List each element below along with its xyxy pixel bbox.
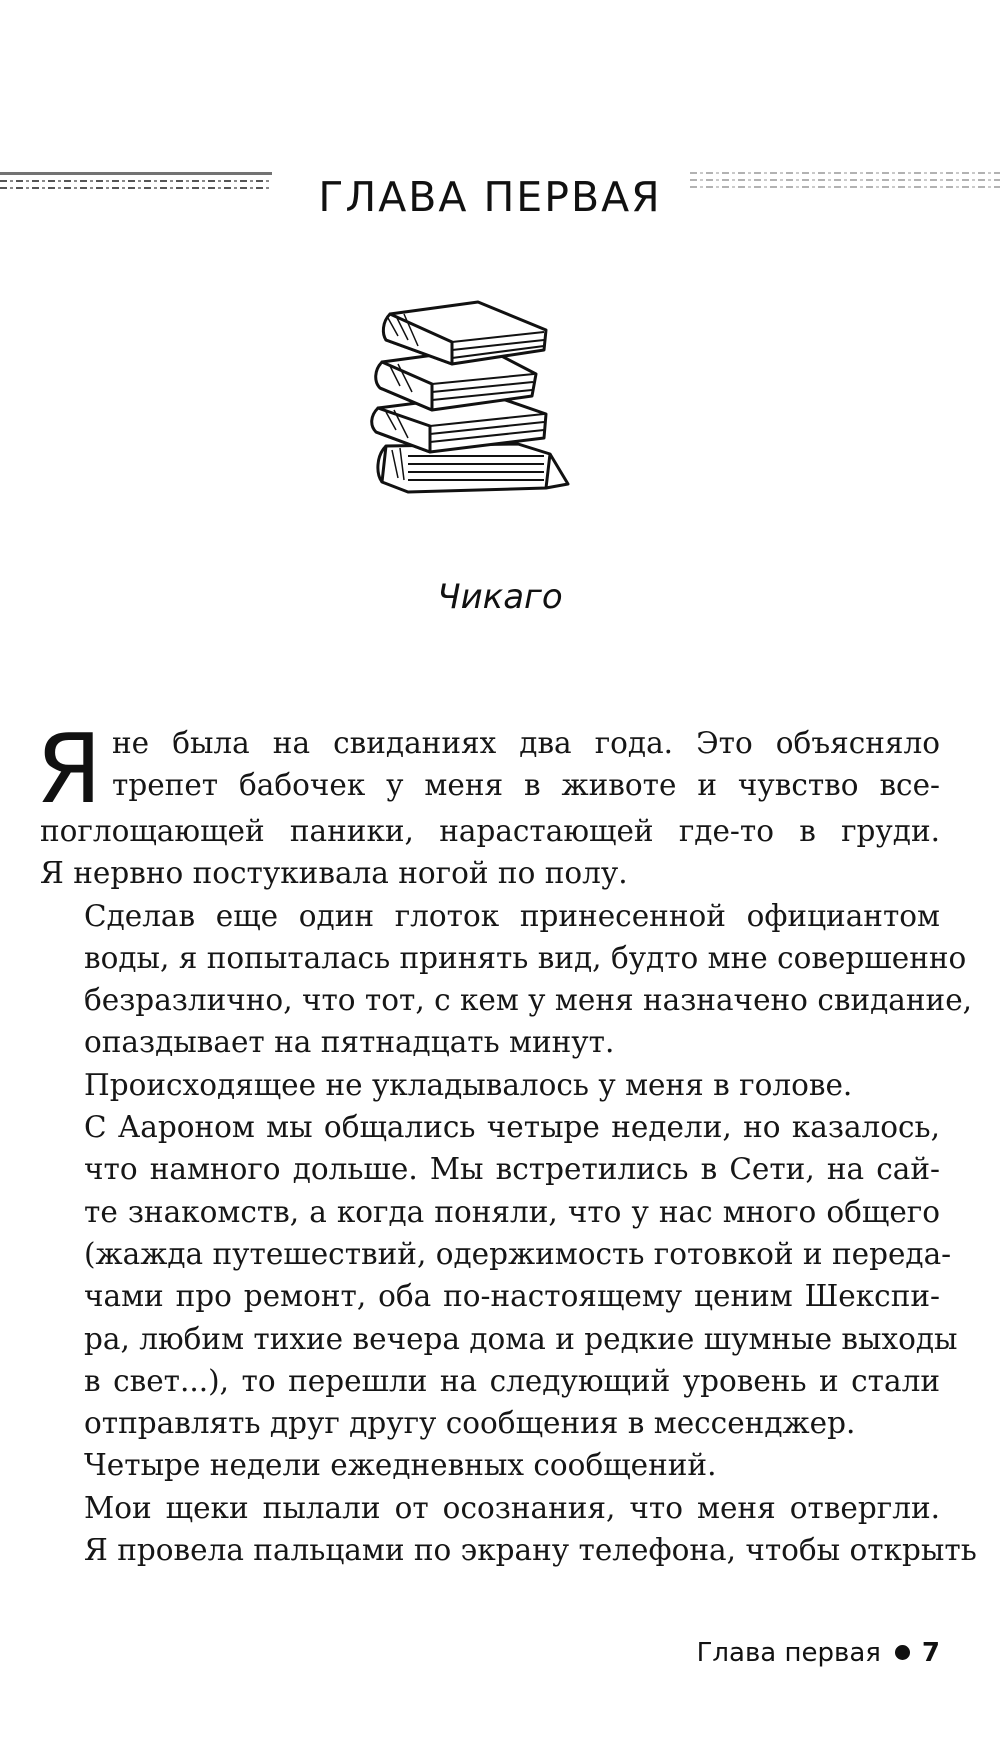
text-line: воды, я попыталась принять вид, будто мне совершенно [84, 940, 967, 975]
paragraph [40, 1106, 958, 1444]
chapter-body [36, 715, 977, 1571]
text-line: Происходящее не укладывалось у меня в голове. [84, 1067, 853, 1102]
bullet-icon [895, 1645, 910, 1660]
text-line: Сделав еще один глоток принесенной официантом [84, 898, 940, 933]
text-line: Мои щеки пылали от осознания, что меня отвергли. [84, 1490, 940, 1525]
text-line: Я провела пальцами по экрану телефона, чтобы открыть [84, 1533, 977, 1568]
page-number: 7 [921, 1638, 940, 1668]
text-line: трепет бабочек у меня в животе и чувство все- [112, 768, 940, 803]
text-line: безразлично, что тот, с кем у меня назначено свидание, [84, 983, 973, 1018]
paragraph [40, 1487, 977, 1572]
header-rule-right [690, 172, 1000, 198]
text-line: отправлять друг другу сообщения в мессенджер. [84, 1406, 856, 1441]
text-line: С Аароном мы общались четыре недели, но казалось, [84, 1110, 940, 1145]
running-title: Глава первая [696, 1638, 881, 1668]
text-line: те знакомств, а когда поняли, что у нас много общего [84, 1194, 940, 1229]
paragraph [40, 1064, 940, 1106]
text-line: (жажда путешествий, одержимость готовкой и переда- [84, 1236, 952, 1271]
text-line: что намного дольше. Мы встретились в Сети, на сай- [84, 1152, 940, 1187]
text-line: ра, любим тихие вечера дома и редкие шумные выходы [84, 1321, 958, 1356]
text-line: Четыре недели ежедневных сообщений. [84, 1448, 717, 1483]
chapter-header [0, 172, 1000, 232]
chapter-title: ГЛАВА ПЕРВАЯ [318, 173, 662, 221]
text-line: поглощающей паники, нарастающей где-то в груди. [40, 814, 940, 848]
paragraph [36, 715, 940, 895]
text-line: опаздывает на пятнадцать минут. [84, 1025, 615, 1060]
text-line: в свет...), то перешли на следующий уровень и стали [84, 1363, 940, 1398]
stack-of-books-icon [368, 296, 608, 506]
text-line: Я нервно постукивала ногой по полу. [40, 856, 628, 891]
text-line: не была на свиданиях два года. Это объясняло [112, 726, 940, 760]
paragraph [40, 1444, 940, 1486]
paragraph [40, 895, 973, 1064]
chapter-location: Чикаго [437, 577, 563, 617]
page-footer [697, 1635, 940, 1671]
drop-cap: Я [36, 715, 103, 825]
text-line: чами про ремонт, оба по-настоящему ценим Шекспи- [84, 1279, 940, 1314]
header-rule-left [0, 172, 272, 198]
